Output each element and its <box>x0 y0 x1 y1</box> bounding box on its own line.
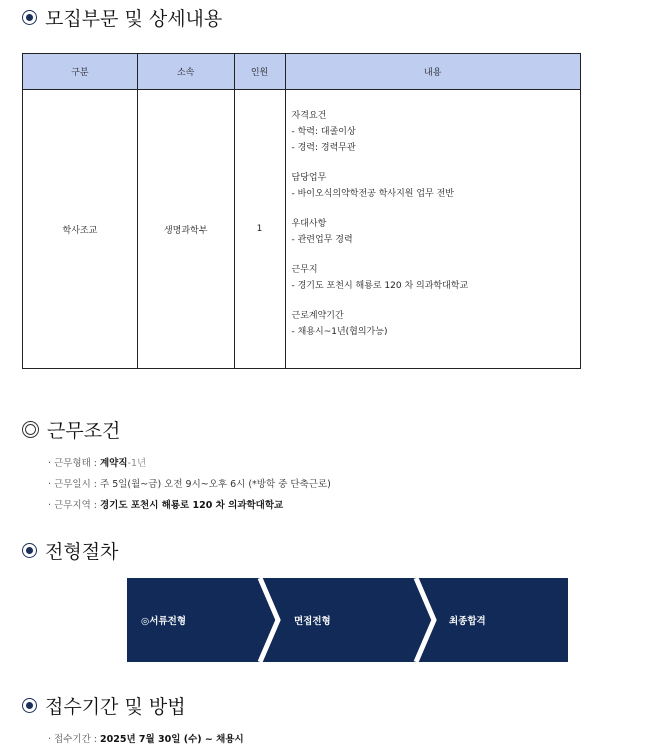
condition-employment-type <box>48 455 146 469</box>
employment-type-value: 계약직 <box>100 458 128 469</box>
table-row <box>23 90 581 369</box>
work-hours-value: 주 5일(월~금) 오전 9시~오후 6시 (*방학 중 단축근로) <box>100 479 331 490</box>
work-location-value: 경기도 포천시 해룡로 120 차 의과학대학교 <box>100 500 284 511</box>
location-heading: 근무지 <box>291 265 318 276</box>
apply-period-value: 2025년 7월 30일 (수) ~ 채용시 <box>100 734 244 745</box>
recruit-section-title <box>22 4 222 31</box>
header-category: 구분 <box>23 54 138 90</box>
process-section-title <box>22 537 118 564</box>
qualification-heading: 자격요건 <box>291 111 327 121</box>
filled-circle-bullet-icon <box>22 698 37 713</box>
table-header-row <box>23 54 581 90</box>
work-location-label: · 근무지역 : <box>48 500 100 511</box>
header-department: 소속 <box>137 54 234 90</box>
header-content: 내용 <box>285 54 581 90</box>
header-count: 인원 <box>234 54 285 90</box>
work-hours-label: · 근무일시 : <box>48 479 100 490</box>
preference-heading: 우대사항 <box>291 219 327 230</box>
preference-item: - 관련업무 경력 <box>291 235 353 246</box>
chevron-arrow-icon <box>127 578 568 662</box>
conditions-section-title-text: 근무조건 <box>47 420 121 442</box>
process-steps-banner <box>127 578 568 662</box>
apply-section-title <box>22 692 186 719</box>
double-circle-bullet-icon <box>22 421 39 438</box>
recruit-section-title-text: 모집부문 및 상세내용 <box>45 8 223 30</box>
apply-section-title-text: 접수기간 및 방법 <box>45 696 186 718</box>
apply-period <box>48 731 244 745</box>
filled-circle-bullet-icon <box>22 10 37 25</box>
filled-circle-bullet-icon <box>22 543 37 558</box>
condition-work-hours <box>48 476 331 490</box>
cell-category: 학사조교 <box>23 90 138 369</box>
duty-item: - 바이오식의약학전공 학사지원 업무 전반 <box>291 189 454 200</box>
condition-work-location <box>48 497 283 511</box>
qualification-education: - 학력: 대졸이상 <box>291 127 356 138</box>
duty-heading: 담당업무 <box>291 173 327 184</box>
employment-type-duration: -1년 <box>127 458 147 469</box>
recruit-table <box>22 53 581 369</box>
apply-period-label: · 접수기간 : <box>48 734 100 745</box>
location-item: - 경기도 포천시 해룡로 120 차 의과학대학교 <box>291 281 469 292</box>
employment-type-label: · 근무형태 : <box>48 458 100 469</box>
qualification-experience: - 경력: 경력무관 <box>291 143 356 154</box>
process-step-document: ◎서류전형 <box>141 616 186 627</box>
process-step-final: 최종합격 <box>449 616 486 627</box>
process-step-interview: 면접전형 <box>294 616 331 627</box>
period-item: - 채용시~1년(협의가능) <box>291 327 388 338</box>
cell-content <box>285 90 581 369</box>
process-section-title-text: 전형절차 <box>45 541 119 563</box>
period-heading: 근로계약기간 <box>291 311 344 322</box>
cell-department: 생명과학부 <box>137 90 234 369</box>
cell-count: 1 <box>234 90 285 369</box>
conditions-section-title <box>22 416 120 443</box>
